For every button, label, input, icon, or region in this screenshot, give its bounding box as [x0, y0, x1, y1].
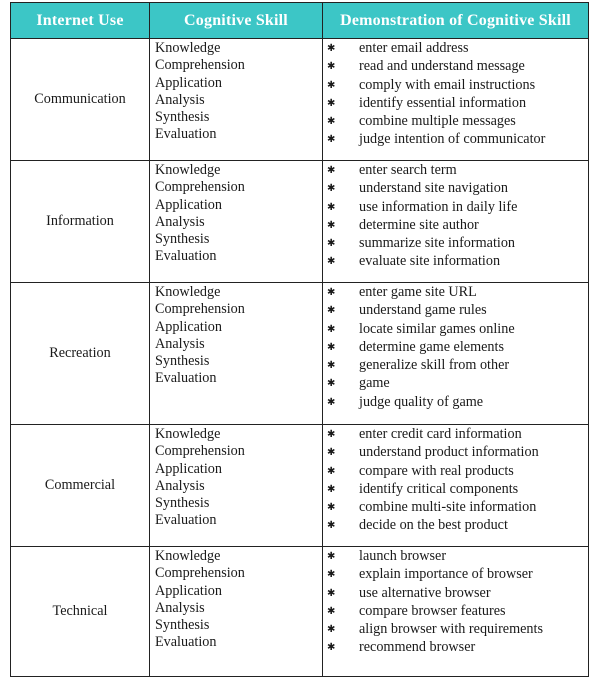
demo-item: ✱ enter game site URL: [327, 284, 477, 300]
header-cognitive-skill: Cognitive Skill: [150, 3, 323, 39]
skill-item: Analysis: [155, 213, 205, 230]
asterisk-bullet-icon: ✱: [327, 360, 336, 372]
demo-item: ✱ combine multiple messages: [327, 113, 516, 130]
skill-item: Comprehension: [155, 301, 245, 318]
demo-item: ✱ recommend browser: [327, 639, 476, 656]
demo-item: ✱ enter email address: [327, 40, 469, 56]
demo-item: ✱ locate similar games online: [327, 320, 515, 337]
skills-cell: [150, 39, 323, 161]
asterisk-bullet-icon: ✱: [327, 483, 336, 495]
asterisk-bullet-icon: ✱: [327, 341, 336, 353]
demonstration-cell: [323, 39, 589, 161]
demo-item: ✱ judge intention of communicator: [327, 131, 546, 148]
demo-item: ✱ explain importance of browser: [327, 566, 533, 583]
internet-use-cell: Commercial: [11, 425, 150, 547]
demo-item: ✱ use alternative browser: [327, 584, 491, 601]
asterisk-bullet-icon: ✱: [327, 165, 336, 176]
asterisk-bullet-icon: ✱: [327, 201, 336, 213]
demo-item: ✱ compare with real products: [327, 462, 514, 479]
demo-item: ✱ summarize site information: [327, 235, 516, 252]
asterisk-bullet-icon: ✱: [327, 447, 336, 459]
skills-cell: [150, 283, 323, 425]
asterisk-bullet-icon: ✱: [327, 605, 336, 617]
demo-item: ✱ generalize skill from other: [327, 357, 510, 374]
skill-item: Comprehension: [155, 443, 245, 460]
table-row-communication: [11, 39, 589, 161]
skill-item: Comprehension: [155, 179, 245, 196]
demo-item: ✱ launch browser: [327, 548, 447, 564]
asterisk-bullet-icon: ✱: [327, 43, 336, 54]
asterisk-bullet-icon: ✱: [327, 323, 336, 335]
demo-item: ✱ compare browser features: [327, 602, 506, 619]
skill-item: Evaluation: [155, 248, 217, 265]
skill-item: Application: [155, 582, 222, 599]
asterisk-bullet-icon: ✱: [327, 642, 336, 654]
demo-item: ✱ understand site navigation: [327, 180, 508, 197]
asterisk-bullet-icon: ✱: [327, 219, 336, 231]
demo-item: ✱ combine multi-site information: [327, 499, 537, 516]
asterisk-bullet-icon: ✱: [327, 79, 336, 91]
demonstration-cell: [323, 425, 589, 547]
header-demonstration: Demonstration of Cognitive Skill: [323, 3, 589, 39]
skill-item: Analysis: [155, 91, 205, 108]
asterisk-bullet-icon: ✱: [327, 116, 336, 128]
demo-item: ✱ comply with email instructions: [327, 76, 536, 93]
skill-item: Synthesis: [155, 353, 210, 370]
demo-item: ✱ understand game rules: [327, 302, 487, 319]
internet-use-cell: Information: [11, 161, 150, 283]
table-row-information: [11, 161, 589, 283]
skill-item: Synthesis: [155, 495, 210, 512]
skill-item: Knowledge: [155, 426, 221, 442]
skills-cell: [150, 425, 323, 547]
skill-item: Evaluation: [155, 512, 217, 529]
skill-item: Synthesis: [155, 109, 210, 126]
skill-item: Knowledge: [155, 284, 221, 300]
demo-item: ✱ identify critical components: [327, 480, 519, 497]
demo-item: ✱ understand product information: [327, 444, 539, 461]
skill-item: Application: [155, 318, 222, 335]
asterisk-bullet-icon: ✱: [327, 305, 336, 317]
skill-item: Comprehension: [155, 565, 245, 582]
skill-item: Application: [155, 74, 222, 91]
demo-item: ✱ align browser with requirements: [327, 621, 543, 638]
asterisk-bullet-icon: ✱: [327, 97, 336, 109]
demo-item: ✱ decide on the best product: [327, 517, 508, 534]
internet-use-cell: Recreation: [11, 283, 150, 425]
asterisk-bullet-icon: ✱: [327, 378, 336, 390]
skill-item: Application: [155, 196, 222, 213]
demo-item: ✱ enter search term: [327, 162, 457, 178]
asterisk-bullet-icon: ✱: [327, 183, 336, 195]
asterisk-bullet-icon: ✱: [327, 287, 336, 298]
skill-item: Application: [155, 460, 222, 477]
skill-item: Analysis: [155, 477, 205, 494]
internet-use-cell: Communication: [11, 39, 150, 161]
header-row: [11, 3, 589, 39]
demo-item: ✱ determine game elements: [327, 338, 504, 355]
demo-item: ✱ use information in daily life: [327, 198, 518, 215]
demo-item: ✱ evaluate site information: [327, 253, 501, 270]
skill-item: Evaluation: [155, 370, 217, 387]
demo-item: ✱ read and understand message: [327, 58, 525, 75]
demo-item: ✱ identify essential information: [327, 94, 527, 111]
demo-item: ✱ determine site author: [327, 216, 479, 233]
skill-item: Analysis: [155, 335, 205, 352]
skill-item: Comprehension: [155, 57, 245, 74]
skill-item: Knowledge: [155, 162, 221, 178]
cognitive-skills-table: [10, 2, 589, 677]
skills-cell: [150, 161, 323, 283]
demo-item: ✱ judge quality of game: [327, 393, 484, 410]
skill-item: Evaluation: [155, 126, 217, 143]
asterisk-bullet-icon: ✱: [327, 551, 336, 562]
asterisk-bullet-icon: ✱: [327, 520, 336, 532]
asterisk-bullet-icon: ✱: [327, 624, 336, 636]
asterisk-bullet-icon: ✱: [327, 396, 336, 408]
asterisk-bullet-icon: ✱: [327, 569, 336, 581]
internet-use-cell: Technical: [11, 547, 150, 677]
skills-cell: [150, 547, 323, 677]
table-row-recreation: [11, 283, 589, 425]
asterisk-bullet-icon: ✱: [327, 134, 336, 146]
asterisk-bullet-icon: ✱: [327, 429, 336, 440]
asterisk-bullet-icon: ✱: [327, 502, 336, 514]
demonstration-cell: [323, 161, 589, 283]
skill-item: Analysis: [155, 599, 205, 616]
skill-item: Synthesis: [155, 617, 210, 634]
demonstration-cell: [323, 283, 589, 425]
asterisk-bullet-icon: ✱: [327, 238, 336, 250]
asterisk-bullet-icon: ✱: [327, 465, 336, 477]
demo-item: ✱ enter credit card information: [327, 426, 522, 442]
skill-item: Evaluation: [155, 634, 217, 651]
skill-item: Synthesis: [155, 231, 210, 248]
asterisk-bullet-icon: ✱: [327, 256, 336, 268]
table-row-commercial: [11, 425, 589, 547]
skill-item: Knowledge: [155, 40, 221, 56]
header-internet-use: Internet Use: [11, 3, 150, 39]
table-row-technical: [11, 547, 589, 677]
demonstration-cell: [323, 547, 589, 677]
skill-item: Knowledge: [155, 548, 221, 564]
demo-item: ✱ game: [327, 375, 390, 392]
asterisk-bullet-icon: ✱: [327, 587, 336, 599]
asterisk-bullet-icon: ✱: [327, 61, 336, 73]
